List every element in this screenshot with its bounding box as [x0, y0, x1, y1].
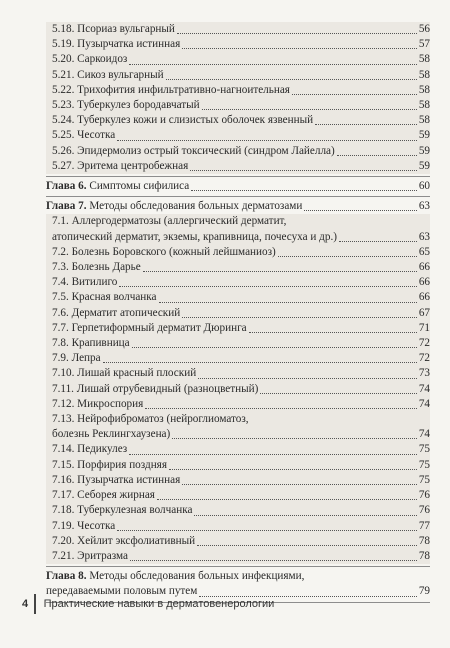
toc-entry[interactable] [46, 321, 430, 336]
dot-leader [143, 270, 417, 272]
entry-label: 7.15. Порфирия поздняя [52, 458, 167, 471]
entry-label: 5.18. Псориаз вульгарный [52, 23, 175, 35]
chapter-title: Методы обследования больных дерматозами [89, 200, 303, 213]
page-number: 76 [418, 504, 430, 517]
entry-label: 7.5. Красная волчанка [52, 291, 157, 304]
toc-entry[interactable] [46, 275, 430, 290]
entry-label: 5.26. Эпидермолиз острый токсический (синдром Лайелла) [52, 144, 335, 157]
dot-leader [260, 392, 416, 394]
dot-leader [130, 559, 417, 561]
page-number: 59 [418, 144, 430, 157]
page-number: 58 [418, 68, 430, 81]
toc-entry[interactable] [46, 519, 430, 534]
dot-leader [129, 453, 417, 455]
page-number: 66 [418, 291, 430, 304]
entry-label-line1: 7.13. Нейрофиброматоз (нейроглиоматоз, [52, 413, 249, 426]
entry-label-line2: болезнь Реклингхаузена) [52, 428, 171, 441]
dot-leader [117, 529, 417, 531]
entry-label: 5.23. Туберкулез бородавчатый [52, 99, 200, 112]
dot-leader [172, 437, 417, 439]
entry-label: 7.20. Хейлит эксфолиативный [52, 534, 196, 547]
toc-chapter-6[interactable] [46, 179, 430, 194]
toc-entry[interactable] [46, 336, 430, 351]
dot-leader [169, 468, 417, 470]
entry-label: 5.24. Туберкулез кожи и слизистых оболочек язвенный [52, 114, 314, 127]
page-number: 58 [418, 99, 430, 112]
toc-entry[interactable] [46, 534, 430, 549]
dot-leader [117, 139, 417, 141]
toc-entry[interactable] [46, 245, 430, 260]
page-number: 56 [418, 23, 430, 35]
entry-label-line1: 7.1. Аллергодерматозы (аллергический дерматит, [52, 215, 287, 228]
entry-label: 7.4. Витилиго [52, 276, 118, 289]
divider [46, 566, 430, 567]
page-number: 74 [418, 382, 430, 395]
page-number: 75 [418, 458, 430, 471]
page-number: 58 [418, 53, 430, 66]
table-of-contents [46, 22, 430, 605]
entry-label: 7.2. Болезнь Боровского (кожный лейшманиоз) [52, 245, 276, 258]
chapter-title-line2: передаваемыми половым путем [46, 585, 198, 598]
toc-entry[interactable] [46, 128, 430, 143]
dot-leader [166, 78, 417, 80]
entry-label: 7.17. Себорея жирная [52, 489, 155, 502]
dot-leader [315, 123, 417, 125]
dot-leader [278, 255, 417, 257]
page-number: 76 [418, 489, 430, 502]
page-number: 72 [418, 352, 430, 365]
entry-label: 7.6. Дерматит атопический [52, 306, 181, 319]
toc-entry-7-13[interactable] [46, 412, 430, 427]
entry-label-line2: атопический дерматит, экземы, крапивница, почесуха и др.) [52, 230, 337, 243]
toc-entry[interactable] [46, 503, 430, 518]
page-number: 75 [418, 443, 430, 456]
footer-book-title: Практические навыки в дерматовенерологии [43, 598, 275, 610]
page-number: 79 [418, 585, 430, 598]
page-number: 60 [418, 180, 430, 193]
page-number: 74 [418, 397, 430, 410]
toc-chapter-8[interactable] [46, 569, 430, 584]
entry-label: 7.14. Педикулез [52, 443, 128, 456]
entry-label: 5.25. Чесотка [52, 129, 116, 142]
dot-leader [103, 361, 417, 363]
toc-entry[interactable] [46, 366, 430, 381]
toc-entry[interactable] [46, 290, 430, 305]
toc-entry[interactable] [46, 159, 430, 174]
entry-label: 7.18. Туберкулезная волчанка [52, 504, 193, 517]
toc-entry[interactable] [46, 68, 430, 83]
chapter-title: Симптомы сифилиса [89, 180, 190, 193]
divider [46, 196, 430, 197]
toc-entry[interactable] [46, 397, 430, 412]
footer-divider [34, 594, 36, 614]
page-number: 58 [418, 83, 430, 96]
page-number: 66 [418, 261, 430, 274]
page-number: 73 [418, 367, 430, 380]
dot-leader [339, 240, 417, 242]
entry-label: 7.8. Крапивница [52, 337, 130, 350]
footer-page-number: 4 [22, 598, 29, 610]
toc-entry[interactable] [46, 382, 430, 397]
page-number: 65 [418, 245, 430, 258]
page-number: 74 [418, 428, 430, 441]
dot-leader [129, 63, 416, 65]
entry-label: 7.21. Эритразма [52, 549, 128, 562]
chapter-prefix: Глава 7. [46, 200, 87, 213]
toc-entry[interactable] [46, 351, 430, 366]
page-number: 59 [418, 129, 430, 142]
page-number: 78 [418, 534, 430, 547]
entry-label: 7.11. Лишай отрубевидный (разноцветный) [52, 382, 259, 395]
toc-entry-7-13-cont[interactable] [46, 427, 430, 442]
toc-entry[interactable] [46, 83, 430, 98]
page-number: 77 [418, 519, 430, 532]
toc-entry-7-1[interactable] [46, 214, 430, 229]
dot-leader [197, 544, 417, 546]
dot-leader [194, 514, 416, 516]
entry-label: 7.10. Лишай красный плоский [52, 367, 197, 380]
entry-label: 7.16. Пузырчатка истинная [52, 473, 181, 486]
dot-leader [182, 47, 417, 49]
chapter-prefix: Глава 8. [46, 570, 87, 583]
dot-leader [132, 346, 417, 348]
entry-label: 5.19. Пузырчатка истинная [52, 38, 181, 51]
page-number: 63 [418, 230, 430, 243]
dot-leader [292, 93, 417, 95]
entry-label: 7.12. Микроспория [52, 397, 144, 410]
page-number: 63 [418, 200, 430, 213]
dot-leader [159, 301, 417, 303]
page-number: 71 [418, 321, 430, 334]
toc-entry[interactable] [46, 260, 430, 275]
toc-entry[interactable] [46, 488, 430, 503]
page-number: 57 [418, 38, 430, 51]
page-number: 78 [418, 549, 430, 562]
dot-leader [191, 189, 417, 191]
dot-leader [177, 32, 417, 34]
entry-label: 5.21. Сикоз вульгарный [52, 68, 164, 81]
toc-entry[interactable] [46, 306, 430, 321]
chapter-prefix: Глава 6. [46, 180, 87, 193]
page-number: 67 [418, 306, 430, 319]
toc-entry[interactable] [46, 37, 430, 52]
dot-leader [304, 209, 416, 211]
page-number: 75 [418, 473, 430, 486]
toc-entry[interactable] [46, 52, 430, 67]
toc-entry[interactable] [46, 98, 430, 113]
page-number: 59 [418, 159, 430, 172]
entry-label: 5.22. Трихофития инфильтративно-нагноительная [52, 83, 290, 96]
toc-entry[interactable] [46, 442, 430, 457]
page-number: 72 [418, 337, 430, 350]
dot-leader [182, 483, 417, 485]
toc-section-7 [46, 214, 430, 564]
entry-label: 5.27. Эритема центробежная [52, 159, 189, 172]
chapter-title-line1: Методы обследования больных инфекциями, [89, 570, 305, 583]
dot-leader [190, 169, 417, 171]
dot-leader [198, 377, 417, 379]
entry-label: 5.20. Саркоидоз [52, 53, 128, 66]
toc-entry[interactable] [46, 144, 430, 159]
divider [46, 176, 430, 177]
dot-leader [202, 108, 417, 110]
dot-leader [157, 498, 417, 500]
toc-section-5 [46, 22, 430, 174]
entry-label: 7.7. Герпетиформный дерматит Дюринга [52, 321, 247, 334]
entry-label: 7.19. Чесотка [52, 519, 116, 532]
toc-entry[interactable] [46, 458, 430, 473]
toc-entry[interactable] [46, 113, 430, 128]
page-number: 66 [418, 276, 430, 289]
entry-label: 7.9. Лепра [52, 352, 101, 365]
dot-leader [182, 316, 417, 318]
toc-entry[interactable] [46, 549, 430, 564]
toc-entry-7-1-cont[interactable] [46, 230, 430, 245]
dot-leader [337, 154, 417, 156]
page-number: 58 [418, 114, 430, 127]
dot-leader [249, 331, 417, 333]
toc-entry[interactable] [46, 22, 430, 37]
toc-entry[interactable] [46, 473, 430, 488]
toc-chapter-7[interactable] [46, 199, 430, 214]
dot-leader [145, 407, 417, 409]
entry-label: 7.3. Болезнь Дарье [52, 261, 141, 274]
dot-leader [119, 285, 416, 287]
